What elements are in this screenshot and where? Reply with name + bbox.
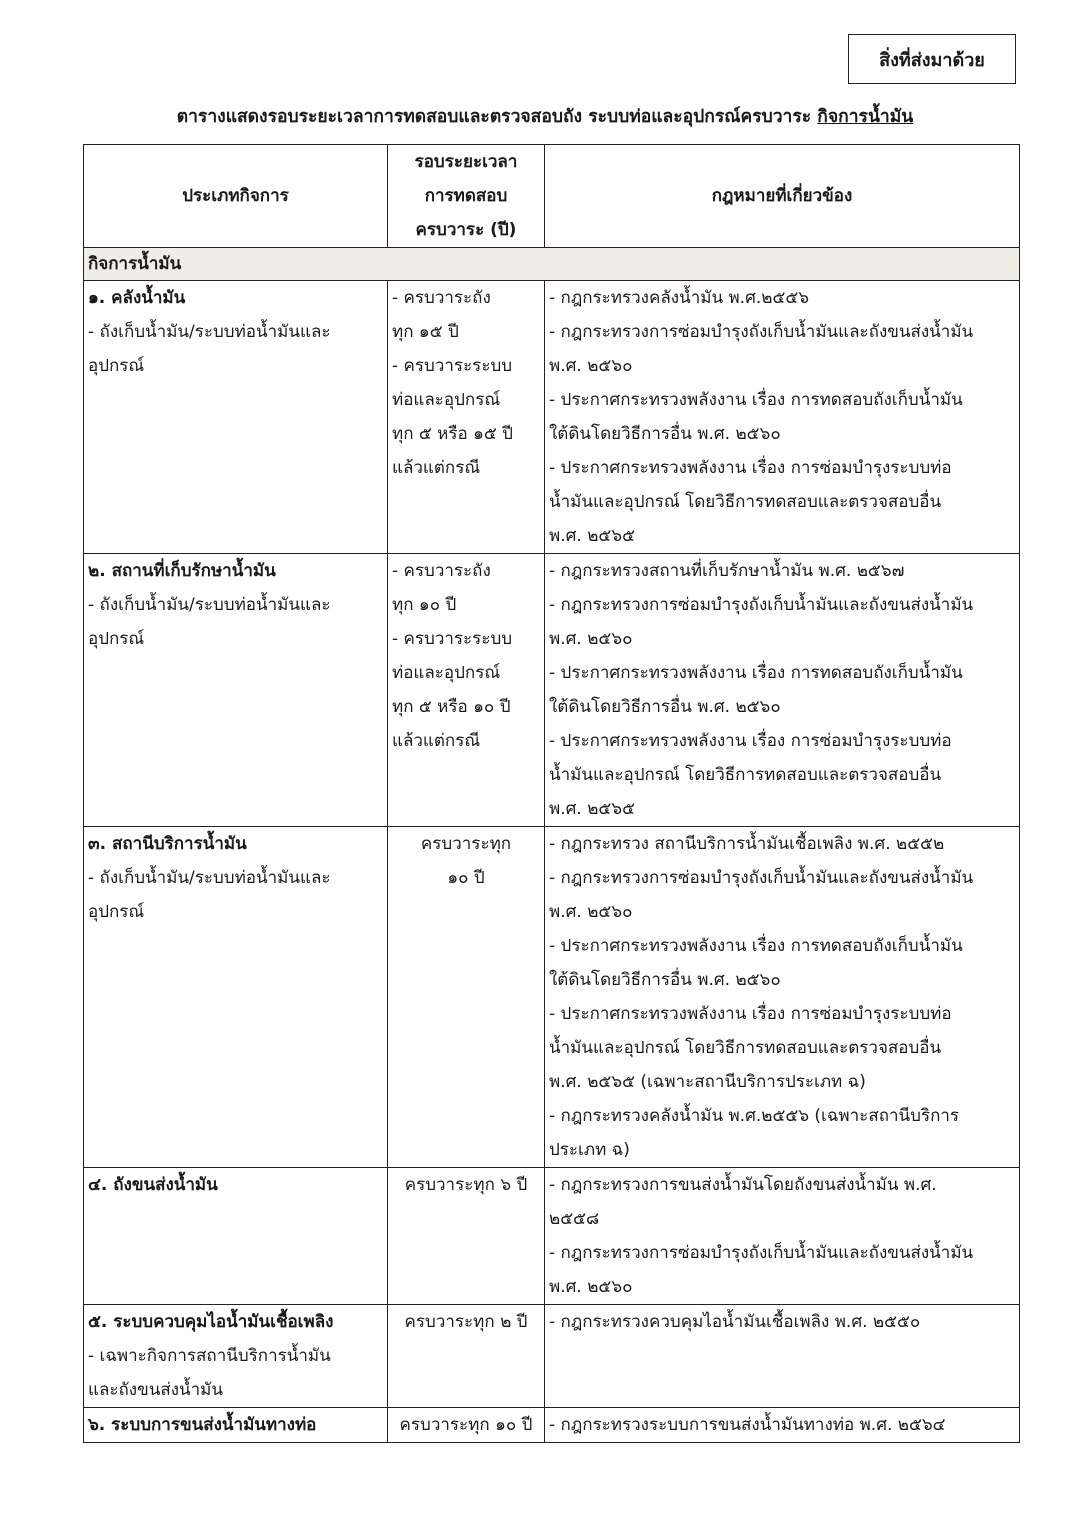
business-type-cell xyxy=(84,827,388,1168)
period-line: - ครบวาระถัง xyxy=(392,561,491,581)
business-type-title: ๖. ระบบการขนส่งน้ำมันทางท่อ xyxy=(88,1415,317,1435)
business-type-title: ๔. ถังขนส่งน้ำมัน xyxy=(88,1175,218,1195)
related-law-line: - กฎกระทรวงการซ่อมบำรุงถังเก็บน้ำมันและถังขนส่งน้ำมัน xyxy=(549,322,974,342)
related-law-line: ประเภท ฉ) xyxy=(549,1140,630,1160)
related-law-cell xyxy=(545,554,1020,827)
related-law-line: น้ำมันและอุปกรณ์ โดยวิธีการทดสอบและตรวจสอบอื่น xyxy=(549,765,942,785)
period-line: ท่อและอุปกรณ์ xyxy=(392,663,501,683)
period-cell xyxy=(388,1168,545,1305)
related-law-line: ใต้ดินโดยวิธีการอื่น พ.ศ. ๒๕๖๐ xyxy=(549,970,781,990)
related-law-line: ๒๕๕๘ xyxy=(549,1209,600,1229)
related-law-line: - กฎกระทรวงการซ่อมบำรุงถังเก็บน้ำมันและถังขนส่งน้ำมัน xyxy=(549,595,974,615)
related-law-line: ใต้ดินโดยวิธีการอื่น พ.ศ. ๒๕๖๐ xyxy=(549,697,781,717)
related-law-line: - กฎกระทรวงการซ่อมบำรุงถังเก็บน้ำมันและถังขนส่งน้ำมัน xyxy=(549,1243,974,1263)
header-period xyxy=(388,145,545,248)
section-row xyxy=(84,248,1020,281)
period-line: แล้วแต่กรณี xyxy=(392,458,481,478)
header-period-line: รอบระยะเวลา xyxy=(414,152,518,172)
related-law-cell xyxy=(545,1168,1020,1305)
related-law-cell xyxy=(545,1305,1020,1408)
table-header-row xyxy=(84,145,1020,248)
period-line: - ครบวาระระบบ xyxy=(392,356,513,376)
business-type-subtitle: - ถังเก็บน้ำมัน/ระบบท่อน้ำมันและ xyxy=(88,595,331,615)
related-law-line: - ประกาศกระทรวงพลังงาน เรื่อง การทดสอบถังเก็บน้ำมัน xyxy=(549,663,963,683)
business-type-cell xyxy=(84,1305,388,1408)
period-line: ครบวาระทุก ๖ ปี xyxy=(404,1175,528,1195)
header-related-law: กฎหมายที่เกี่ยวข้อง xyxy=(545,145,1020,248)
related-law-line: ใต้ดินโดยวิธีการอื่น พ.ศ. ๒๕๖๐ xyxy=(549,424,781,444)
attachment-label: สิ่งที่ส่งมาด้วย xyxy=(879,49,985,71)
related-law-line: พ.ศ. ๒๕๖๕ xyxy=(549,799,635,819)
related-law-line: พ.ศ. ๒๕๖๐ xyxy=(549,629,633,649)
related-law-line: พ.ศ. ๒๕๖๕ xyxy=(549,526,635,546)
business-type-subtitle: อุปกรณ์ xyxy=(88,356,145,376)
table-row xyxy=(84,554,1020,827)
related-law-line: - กฎกระทรวงการขนส่งน้ำมันโดยถังขนส่งน้ำมัน พ.ศ. xyxy=(549,1175,937,1195)
period-cell xyxy=(388,1408,545,1443)
document-title-underlined: กิจการน้ำมัน xyxy=(817,107,914,127)
business-type-subtitle: อุปกรณ์ xyxy=(88,902,145,922)
header-business-type: ประเภทกิจการ xyxy=(84,145,388,248)
period-cell xyxy=(388,827,545,1168)
related-law-line: พ.ศ. ๒๕๖๐ xyxy=(549,356,633,376)
header-period-line: การทดสอบ xyxy=(424,186,508,206)
attachment-label-box xyxy=(848,34,1016,84)
related-law-cell xyxy=(545,827,1020,1168)
business-type-subtitle: - ถังเก็บน้ำมัน/ระบบท่อน้ำมันและ xyxy=(88,868,331,888)
business-type-subtitle: - ถังเก็บน้ำมัน/ระบบท่อน้ำมันและ xyxy=(88,322,331,342)
period-line: ทุก ๕ หรือ ๑๐ ปี xyxy=(392,697,511,717)
related-law-line: - กฎกระทรวงควบคุมไอน้ำมันเชื้อเพลิง พ.ศ. ๒๕๕๐ xyxy=(549,1312,921,1332)
table-row xyxy=(84,1168,1020,1305)
related-law-cell xyxy=(545,281,1020,554)
document-title-main: ตารางแสดงรอบระยะเวลาการทดสอบและตรวจสอบถัง ระบบท่อและอุปกรณ์ครบวาระ xyxy=(176,107,818,127)
business-type-subtitle: อุปกรณ์ xyxy=(88,629,145,649)
related-law-line: - ประกาศกระทรวงพลังงาน เรื่อง การซ่อมบำรุงระบบท่อ xyxy=(549,1004,952,1024)
business-type-subtitle: - เฉพาะกิจการสถานีบริการน้ำมัน xyxy=(88,1346,331,1366)
inspection-period-table xyxy=(83,144,1020,1443)
period-line: - ครบวาระระบบ xyxy=(392,629,513,649)
related-law-line: - กฎกระทรวงระบบการขนส่งน้ำมันทางท่อ พ.ศ. ๒๕๖๔ xyxy=(549,1415,946,1435)
table-row xyxy=(84,827,1020,1168)
business-type-title: ๒. สถานที่เก็บรักษาน้ำมัน xyxy=(88,561,276,581)
period-line: ทุก ๕ หรือ ๑๕ ปี xyxy=(392,424,513,444)
related-law-line: พ.ศ. ๒๕๖๐ xyxy=(549,1277,633,1297)
period-line: ทุก ๑๐ ปี xyxy=(392,595,457,615)
period-line: ๑๐ ปี xyxy=(447,868,485,888)
business-type-cell xyxy=(84,1168,388,1305)
period-line: ทุก ๑๕ ปี xyxy=(392,322,459,342)
section-label: กิจการน้ำมัน xyxy=(84,248,1020,281)
period-cell xyxy=(388,281,545,554)
business-type-title: ๕. ระบบควบคุมไอน้ำมันเชื้อเพลิง xyxy=(88,1312,334,1332)
business-type-title: ๓. สถานีบริการน้ำมัน xyxy=(88,834,247,854)
header-period-line: ครบวาระ (ปี) xyxy=(415,220,517,240)
related-law-line: - กฎกระทรวงการซ่อมบำรุงถังเก็บน้ำมันและถังขนส่งน้ำมัน xyxy=(549,868,974,888)
related-law-line: พ.ศ. ๒๕๖๐ xyxy=(549,902,633,922)
related-law-line: - ประกาศกระทรวงพลังงาน เรื่อง การซ่อมบำรุงระบบท่อ xyxy=(549,458,952,478)
related-law-line: - ประกาศกระทรวงพลังงาน เรื่อง การซ่อมบำรุงระบบท่อ xyxy=(549,731,952,751)
related-law-line: - ประกาศกระทรวงพลังงาน เรื่อง การทดสอบถังเก็บน้ำมัน xyxy=(549,936,963,956)
period-line: ครบวาระทุก ๑๐ ปี xyxy=(399,1415,533,1435)
business-type-subtitle: และถังขนส่งน้ำมัน xyxy=(88,1380,224,1400)
period-line: ท่อและอุปกรณ์ xyxy=(392,390,501,410)
table-row xyxy=(84,1305,1020,1408)
table-row xyxy=(84,1408,1020,1443)
related-law-line: น้ำมันและอุปกรณ์ โดยวิธีการทดสอบและตรวจสอบอื่น xyxy=(549,492,942,512)
period-cell xyxy=(388,1305,545,1408)
period-line: ครบวาระทุก ๒ ปี xyxy=(404,1312,528,1332)
related-law-line: - กฎกระทรวงสถานที่เก็บรักษาน้ำมัน พ.ศ. ๒๕๖๗ xyxy=(549,561,905,581)
related-law-cell xyxy=(545,1408,1020,1443)
business-type-cell xyxy=(84,281,388,554)
business-type-cell xyxy=(84,554,388,827)
period-line: ครบวาระทุก xyxy=(420,834,512,854)
document-title xyxy=(0,102,1070,130)
related-law-line: พ.ศ. ๒๕๖๕ (เฉพาะสถานีบริการประเภท ฉ) xyxy=(549,1072,866,1092)
related-law-line: - กฎกระทรวงคลังน้ำมัน พ.ศ.๒๕๕๖ xyxy=(549,288,810,308)
related-law-line: - ประกาศกระทรวงพลังงาน เรื่อง การทดสอบถังเก็บน้ำมัน xyxy=(549,390,963,410)
business-type-cell xyxy=(84,1408,388,1443)
table-row xyxy=(84,281,1020,554)
related-law-line: - กฎกระทรวงคลังน้ำมัน พ.ศ.๒๕๕๖ (เฉพาะสถานีบริการ xyxy=(549,1106,960,1126)
period-cell xyxy=(388,554,545,827)
period-line: - ครบวาระถัง xyxy=(392,288,491,308)
related-law-line: น้ำมันและอุปกรณ์ โดยวิธีการทดสอบและตรวจสอบอื่น xyxy=(549,1038,942,1058)
related-law-line: - กฎกระทรวง สถานีบริการน้ำมันเชื้อเพลิง พ.ศ. ๒๕๕๒ xyxy=(549,834,945,854)
business-type-title: ๑. คลังน้ำมัน xyxy=(88,288,186,308)
period-line: แล้วแต่กรณี xyxy=(392,731,481,751)
